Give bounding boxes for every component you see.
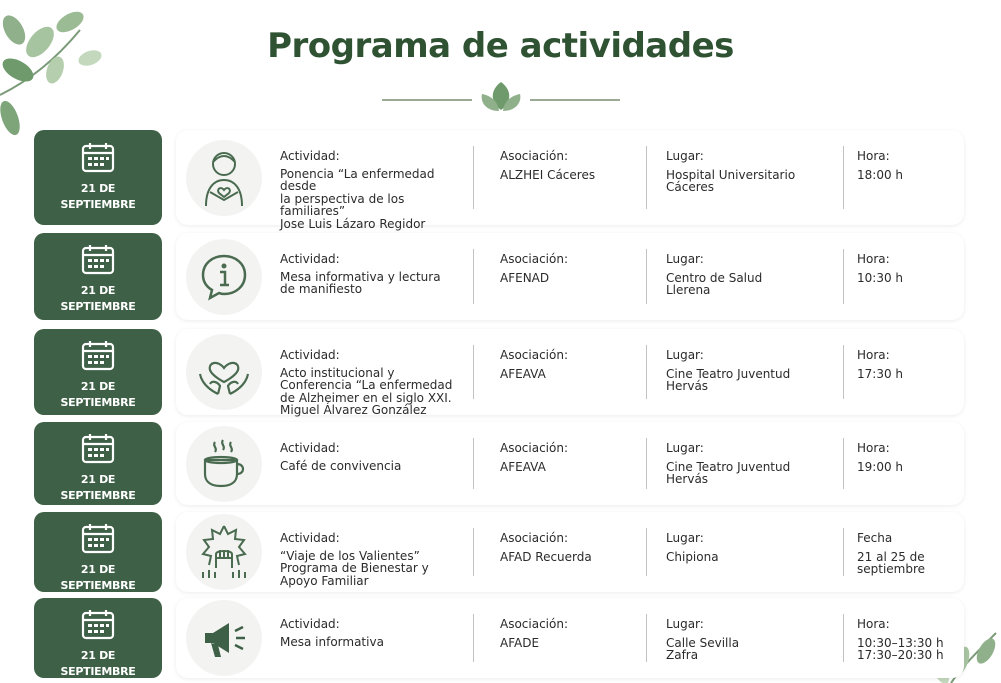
hora-value: 17:30 h [857,366,904,381]
asociacion-value: ALZHEI Cáceres [500,167,596,182]
lugar-column [666,253,836,297]
activity-row [0,329,1001,415]
asociacion-column [500,150,640,181]
lugar-label: Lugar: [666,617,704,631]
actividad-value: Café de convivencia [280,458,402,473]
coffee-cup-icon [186,426,262,502]
actividad-label: Actividad: [280,348,340,362]
page-title: Programa de actividades [267,26,734,66]
info-bubble-icon [186,239,262,315]
column-divider [646,438,647,489]
activity-panel [176,233,964,320]
hora-label: Fecha [857,531,893,545]
lugar-value: Centro de Salud Llerena [666,270,763,297]
date-label: 21 DE SEPTIEMBRE [60,380,136,409]
lugar-value: Cine Teatro Juventud Hervás [666,459,791,486]
calendar-icon [80,608,116,640]
asociacion-value: AFENAD [500,270,550,285]
column-divider [646,146,647,209]
hora-value: 21 al 25 de septiembre [857,549,926,576]
asociacion-value: AFADE [500,635,540,650]
lugar-value: Calle Sevilla Zafra [666,635,740,662]
asociacion-value: AFEAVA [500,459,546,474]
column-divider [843,249,844,304]
asociacion-label: Asociación: [500,149,569,163]
calendar-icon [80,522,116,554]
asociacion-value: AFEAVA [500,366,546,381]
asociacion-column [500,442,640,473]
actividad-column [280,532,470,587]
actividad-value: Mesa informativa [280,634,384,649]
actividad-column [280,618,470,648]
asociacion-column [500,532,640,563]
date-label: 21 DE SEPTIEMBRE [60,649,136,678]
lugar-value: Chipiona [666,549,719,564]
hora-column [857,442,957,473]
column-divider [473,528,474,576]
actividad-label: Actividad: [280,149,340,163]
lugar-column [666,532,836,563]
actividad-value: Acto institucional y Conferencia “La enfermedad de Alzheimer en el siglo XXI. Miguel Álvarez González [280,365,453,417]
lugar-label: Lugar: [666,348,704,362]
leaf-divider-icon [382,82,620,116]
lugar-column [666,349,836,393]
megaphone-icon [186,600,262,676]
hora-label: Hora: [857,252,890,266]
asociacion-label: Asociación: [500,531,569,545]
date-card [34,598,162,678]
hora-label: Hora: [857,617,890,631]
hora-column [857,532,957,576]
lugar-label: Lugar: [666,252,704,266]
hora-value: 10:30 h [857,270,904,285]
lugar-value: Cine Teatro Juventud Hervás [666,366,791,393]
lugar-column [666,442,836,486]
asociacion-value: AFAD Recuerda [500,549,592,564]
actividad-column [280,349,470,417]
asociacion-label: Asociación: [500,617,569,631]
column-divider [843,438,844,489]
hora-column [857,253,957,284]
actividad-label: Actividad: [280,617,340,631]
date-card [34,329,162,415]
asociacion-label: Asociación: [500,348,569,362]
column-divider [843,345,844,399]
hora-label: Hora: [857,149,890,163]
date-label: 21 DE SEPTIEMBRE [60,284,136,313]
lugar-column [666,150,836,194]
actividad-value: “Viaje de los Valientes” Programa de Bienestar y Apoyo Familiar [280,548,429,588]
hora-value: 10:30–13:30 h 17:30–20:30 h [857,635,944,662]
actividad-value: Ponencia “La enfermedad desde la perspectiva de los familiares” Jose Luis Lázaro Regidor [280,166,435,231]
asociacion-label: Asociación: [500,252,569,266]
person-heart-icon [186,140,262,216]
asociacion-label: Asociación: [500,441,569,455]
calendar-icon [80,243,116,275]
asociacion-column [500,618,640,649]
actividad-label: Actividad: [280,441,340,455]
activity-row [0,598,1001,678]
hora-label: Hora: [857,441,890,455]
activity-row [0,233,1001,320]
column-divider [646,614,647,662]
hora-label: Hora: [857,348,890,362]
hora-value: 19:00 h [857,459,904,474]
activity-panel [176,598,964,678]
date-label: 21 DE SEPTIEMBRE [60,182,136,211]
activity-panel [176,130,964,231]
column-divider [473,345,474,399]
activity-row [0,512,1001,592]
lugar-label: Lugar: [666,531,704,545]
activity-row [0,130,1001,231]
lugar-column [666,618,836,662]
actividad-value: Mesa informativa y lectura de manifiesto [280,269,441,296]
calendar-icon [80,339,116,371]
activity-panel [176,329,964,415]
column-divider [473,438,474,489]
column-divider [646,345,647,399]
actividad-column [280,150,470,230]
activity-row [0,422,1001,505]
asociacion-column [500,253,640,284]
lugar-label: Lugar: [666,149,704,163]
date-label: 21 DE SEPTIEMBRE [60,563,136,592]
activity-panel [176,512,964,592]
hands-heart-icon [186,334,262,410]
date-card [34,233,162,320]
column-divider [473,146,474,209]
date-card [34,512,162,592]
column-divider [646,249,647,304]
column-divider [473,614,474,662]
calendar-icon [80,141,116,173]
column-divider [843,614,844,662]
hora-column [857,150,957,181]
hora-column [857,349,957,380]
leaves-decoration-icon [0,0,110,150]
column-divider [843,146,844,209]
asociacion-column [500,349,640,380]
column-divider [646,528,647,576]
date-card [34,130,162,225]
actividad-label: Actividad: [280,531,340,545]
actividad-column [280,253,470,296]
activity-panel [176,422,964,505]
hora-column [857,618,957,662]
column-divider [473,249,474,304]
lugar-label: Lugar: [666,441,704,455]
raised-fist-icon [186,514,262,590]
column-divider [843,528,844,576]
actividad-label: Actividad: [280,252,340,266]
calendar-icon [80,432,116,464]
hora-value: 18:00 h [857,167,904,182]
date-label: 21 DE SEPTIEMBRE [60,473,136,502]
actividad-column [280,442,470,472]
date-card [34,422,162,505]
lugar-value: Hospital Universitario Cáceres [666,167,796,194]
